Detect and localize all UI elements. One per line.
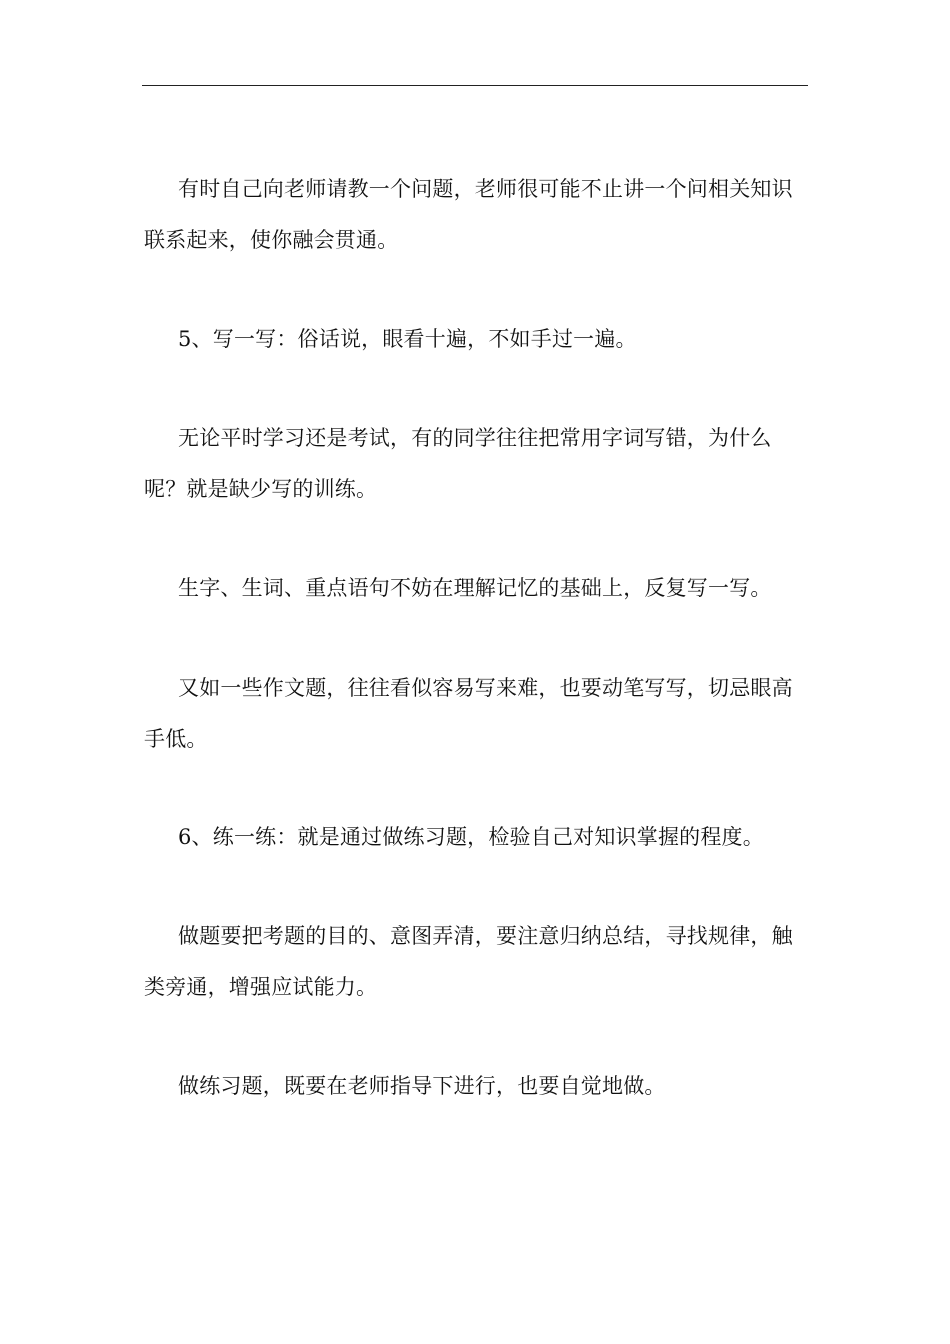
paragraph-practice-heading: 6、练一练：就是通过做练习题，检验自己对知识掌握的程度。 bbox=[178, 825, 764, 849]
header-rule bbox=[142, 85, 808, 86]
paragraph-writing-errors: 无论平时学习还是考试，有的同学往往把常用字词写错，为什么呢？就是缺少写的训练。 bbox=[144, 426, 772, 501]
paragraph-exam-purpose: 做题要把考题的目的、意图弄清，要注意归纳总结，寻找规律，触类旁通，增强应试能力。 bbox=[144, 924, 793, 999]
paragraph-composition: 又如一些作文题，往往看似容易写来难，也要动笔写写，切忌眼高手低。 bbox=[144, 676, 793, 751]
paragraph-repeat-writing: 生字、生词、重点语句不妨在理解记忆的基础上，反复写一写。 bbox=[178, 576, 772, 600]
paragraph-write-heading: 5、写一写：俗话说，眼看十遍，不如手过一遍。 bbox=[178, 327, 637, 351]
paragraph-ask-teacher: 有时自己向老师请教一个问题，老师很可能不止讲一个问相关知识联系起来，使你融会贯通。 bbox=[144, 177, 793, 252]
paragraph-self-practice: 做练习题，既要在老师指导下进行，也要自觉地做。 bbox=[178, 1074, 666, 1098]
